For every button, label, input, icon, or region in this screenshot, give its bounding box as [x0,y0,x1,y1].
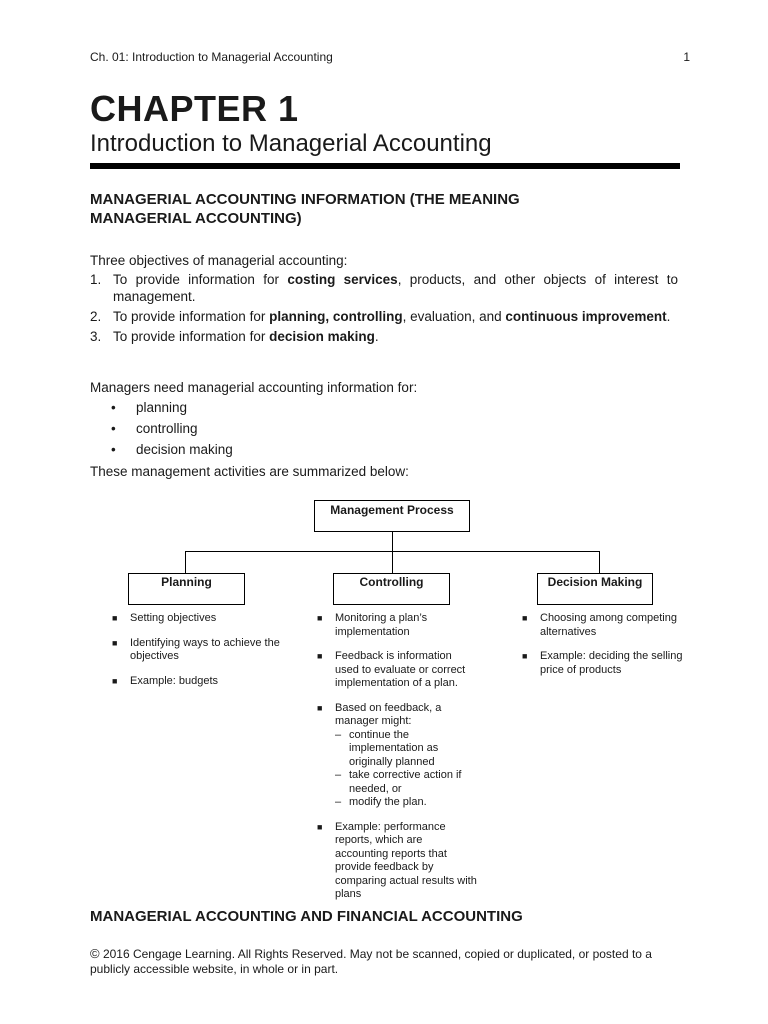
objective-item [90,328,678,345]
list-item [522,612,692,639]
objective-text: To provide information for [113,272,288,287]
square-bullet-icon: ■ [317,702,323,713]
objective-bold: decision making [269,329,375,344]
chapter-subtitle: Introduction to Managerial Accounting [90,130,492,157]
decision-making-column [522,612,692,688]
sub-list-item: – modify the plan. [335,796,427,808]
controlling-column [317,612,477,913]
sub-list-item: – take corrective action if needed, or [335,769,462,795]
objective-bold: planning, controlling [269,309,403,324]
square-bullet-icon: ■ [522,613,528,623]
summary-line: These management activities are summarized below: [90,464,409,479]
title-rule [90,163,680,169]
list-item-text: decision making [136,442,233,457]
sub-list-item-text: modify the plan. [349,796,427,808]
copyright-icon: © [90,946,100,961]
connector-line [392,551,393,573]
objective-bold: continuous improvement [505,309,667,324]
square-bullet-icon: ■ [317,613,323,623]
section-heading-1 [90,190,650,228]
objective-number: 1. [90,272,102,287]
management-process-box: Management Process [314,500,470,532]
square-bullet-icon: ■ [317,651,323,661]
objective-item [90,271,678,305]
objective-text: , evaluation, and [402,309,506,324]
list-item [317,821,477,902]
list-item-text: Identifying ways to achieve the objectives [130,636,280,662]
objectives-intro: Three objectives of managerial accounting: [90,253,348,268]
needs-list [108,399,233,462]
planning-column [112,612,292,699]
objective-text: . [666,309,671,324]
square-bullet-icon: ■ [112,613,118,623]
list-item-text: Example: deciding the selling price of products [540,650,683,676]
list-item-text: Example: performance reports, which are accounting reports that provide feedback by comparing actual results with plans [335,820,477,900]
list-item: • planning [111,400,188,415]
list-item-text: Choosing among competing alternatives [540,612,677,638]
list-item-text: Monitoring a plan’s implementation [335,612,428,638]
list-item [317,702,477,810]
needs-intro: Managers need managerial accounting information for: [90,380,418,395]
connector-line [185,551,186,573]
running-head: Ch. 01: Introduction to Managerial Accounting [90,50,333,64]
objective-text: . [374,329,379,344]
objective-number: 3. [90,329,102,344]
list-item-text: controlling [136,421,198,436]
list-item [112,637,292,664]
list-item [522,650,692,677]
copyright-text: 2016 Cengage Learning. All Rights Reserved. May not be scanned, copied or duplicated, or posted to a publicly accessible website, in whole or in part. [90,947,652,976]
page-number: 1 [683,50,690,64]
section-heading-1-line1: MANAGERIAL ACCOUNTING INFORMATION (THE MEANING [90,191,520,208]
list-item [317,612,477,639]
objective-bold: costing services [287,272,398,287]
objective-text: , products, and other objects of interest to management. [113,272,678,304]
decision-making-box: Decision Making [537,573,653,605]
connector-line [599,551,600,573]
objective-text: To provide information for [113,329,270,344]
section-heading-2: MANAGERIAL ACCOUNTING AND FINANCIAL ACCOUNTING [90,908,523,925]
controlling-box: Controlling [333,573,450,605]
objective-number: 2. [90,309,102,324]
sub-list-item-text: continue the implementation as originally planned [349,728,439,768]
copyright-notice [90,946,680,977]
square-bullet-icon: ■ [112,637,118,648]
connector-line [392,532,393,551]
square-bullet-icon: ■ [317,821,323,832]
list-item-text: Feedback is information used to evaluate or correct implementation of a plan. [335,650,466,689]
section-heading-1-line2: MANAGERIAL ACCOUNTING) [90,210,302,227]
list-item-text: Setting objectives [130,612,217,624]
list-item: • decision making [111,442,233,457]
list-item [317,650,477,691]
list-item-text: Based on feedback, a manager might: [335,701,442,727]
objective-item [90,308,678,325]
list-item-text: planning [136,400,188,415]
sub-list-item: – continue the implementation as originally planned [335,728,439,768]
list-item [112,612,292,626]
square-bullet-icon: ■ [522,651,528,661]
chapter-title: CHAPTER 1 [90,88,299,129]
list-item-text: Example: budgets [130,674,219,687]
objective-text: To provide information for [113,309,270,324]
planning-box: Planning [128,573,245,605]
square-bullet-icon: ■ [112,675,118,686]
list-item [112,675,292,689]
sub-list-item-text: take corrective action if needed, or [349,769,462,795]
objectives-list [90,271,678,348]
list-item: • controlling [111,421,198,436]
